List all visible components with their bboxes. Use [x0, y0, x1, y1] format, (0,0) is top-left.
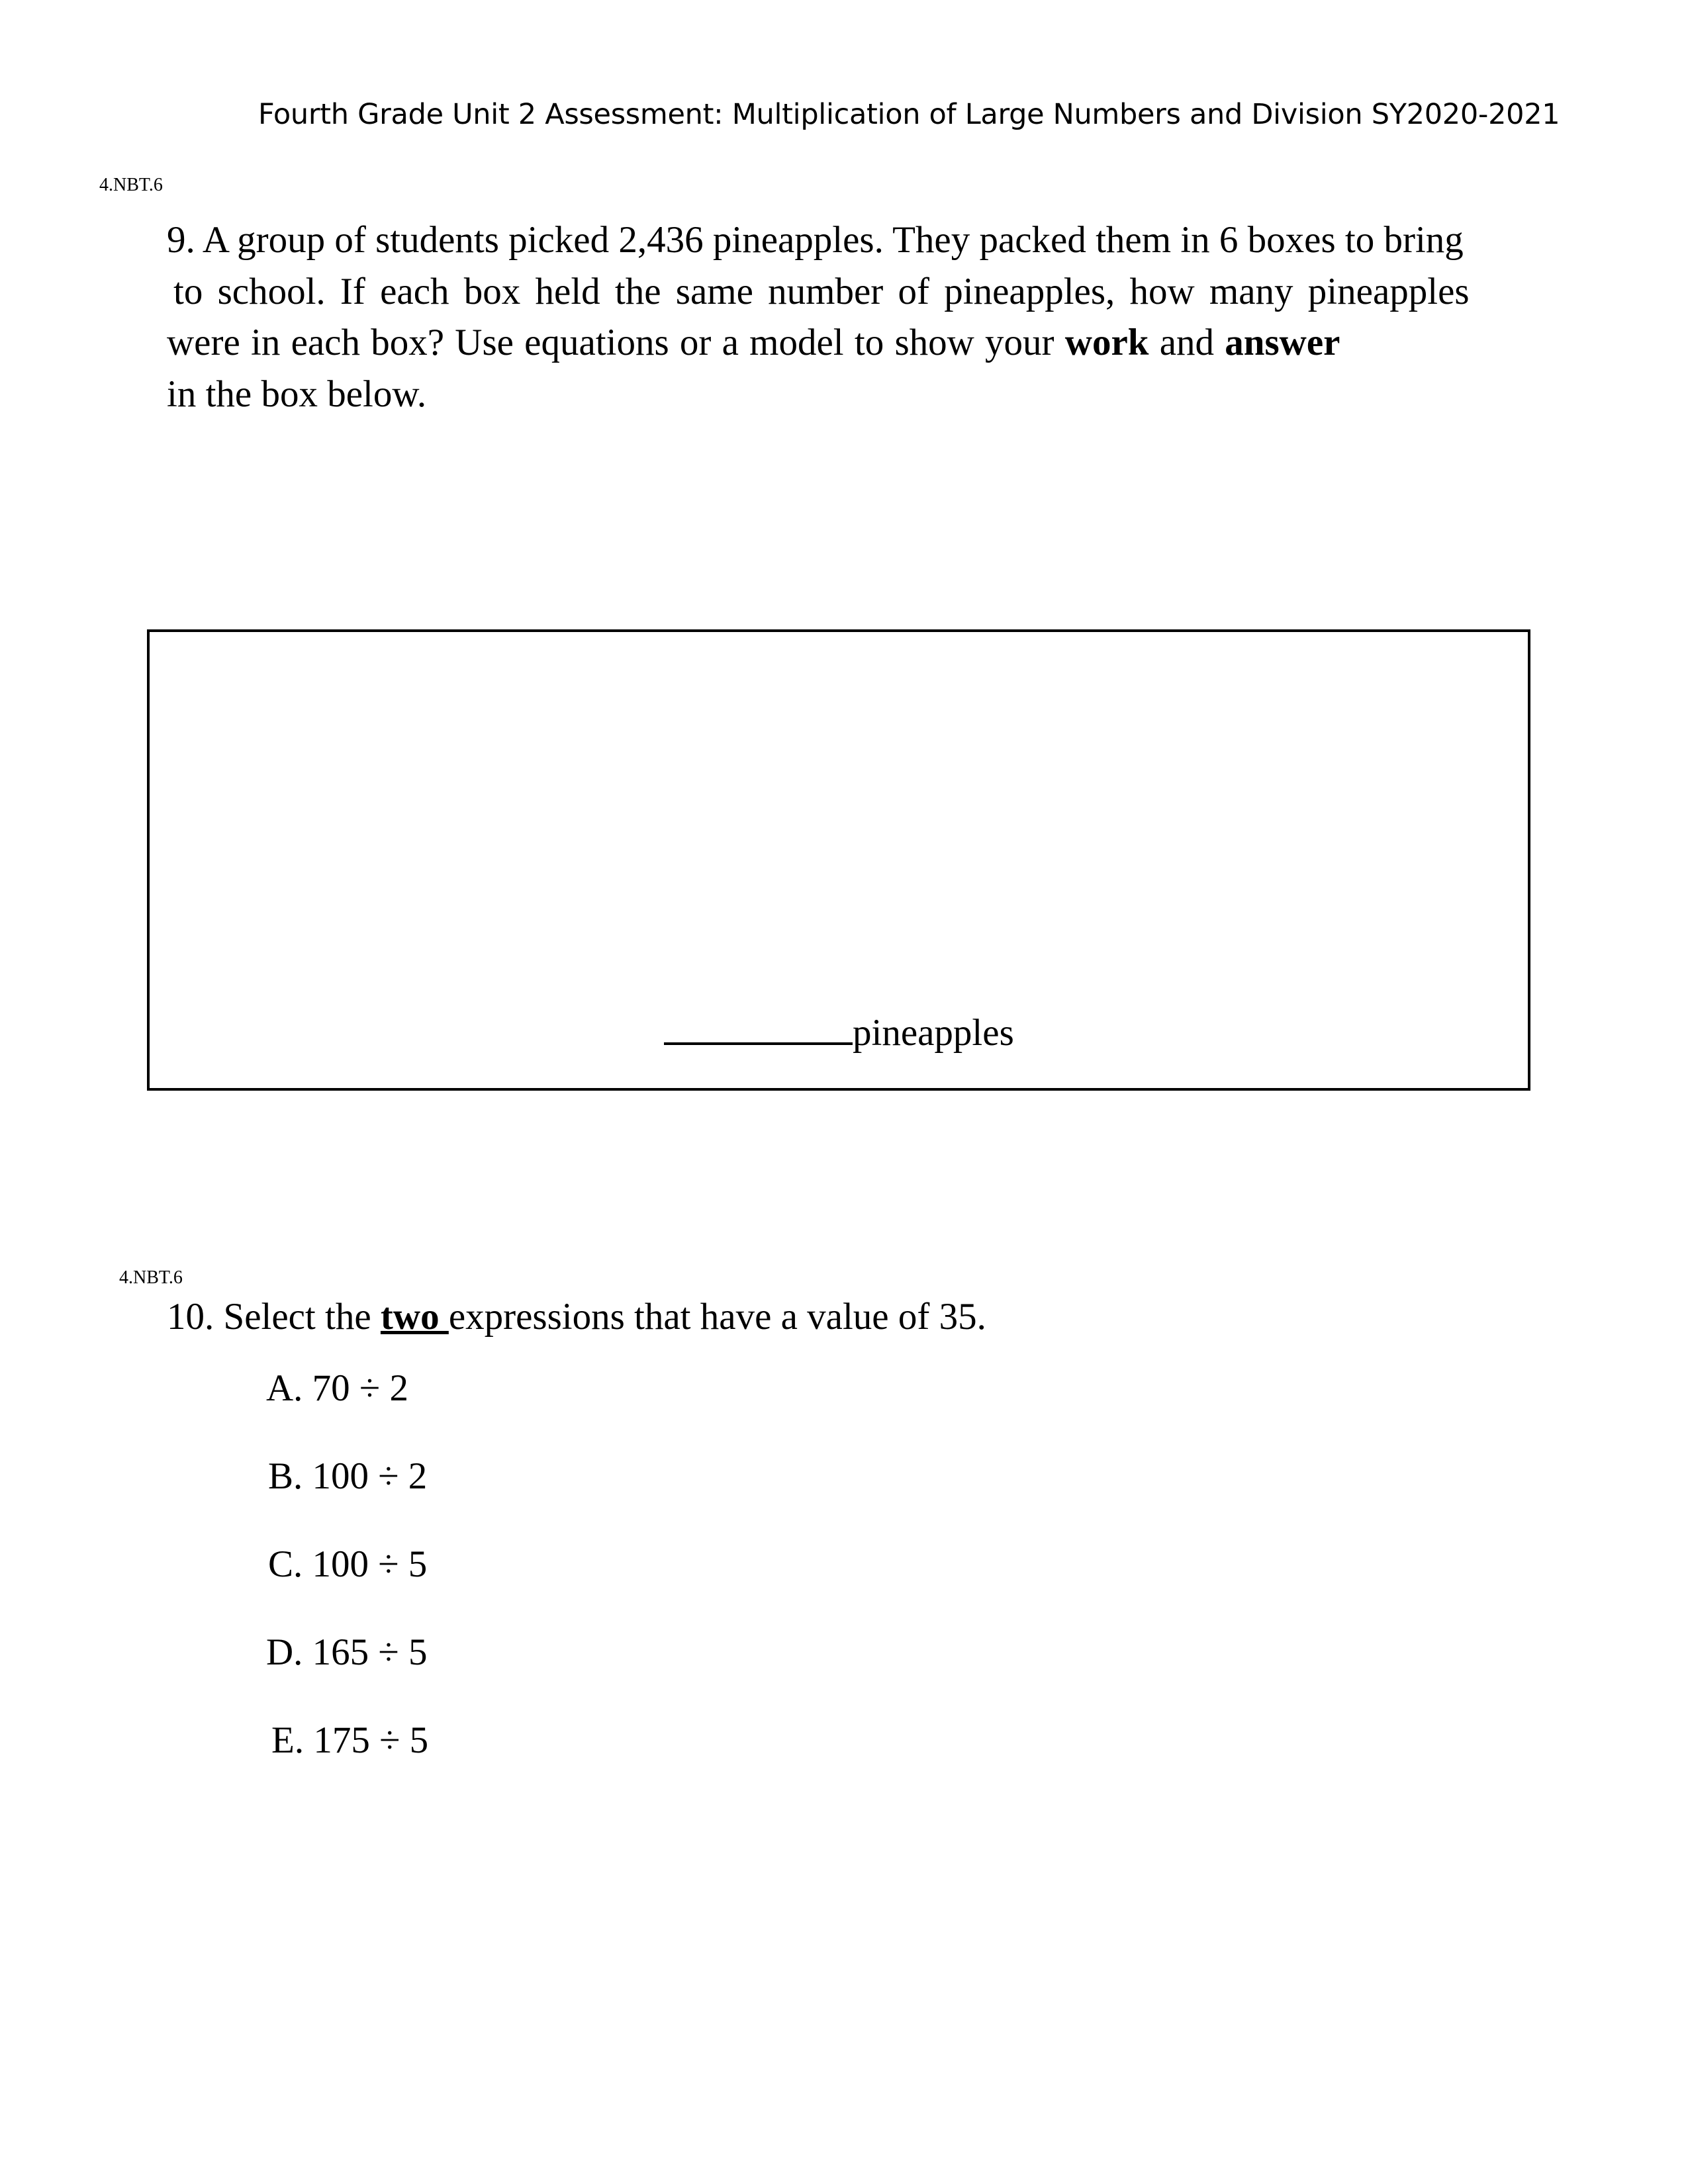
answer-unit-label: pineapples: [853, 1012, 1014, 1054]
question-9-text-line-4: in the box below.: [167, 373, 427, 415]
answer-option-b[interactable]: B. 100 ÷ 2: [268, 1455, 428, 1497]
answer-option-e[interactable]: E. 175 ÷ 5: [271, 1719, 429, 1761]
question-9-line-3-text-b: and: [1149, 322, 1225, 363]
question-9-line-3-text-a: were in each box? Use equations or a model to show your: [167, 322, 1065, 363]
answer-blank[interactable]: [664, 1009, 853, 1045]
answer-blank-line: [664, 1009, 1014, 1054]
answer-option-a[interactable]: A. 70 ÷ 2: [266, 1367, 408, 1409]
question-10-two-emphasis: two: [380, 1296, 449, 1338]
question-10-prompt-a: 10. Select the: [167, 1296, 381, 1338]
answer-option-c[interactable]: C. 100 ÷ 5: [268, 1543, 428, 1585]
page-header: Fourth Grade Unit 2 Assessment: Multiplication of Large Numbers and Division SY2020-2021: [258, 98, 1560, 131]
question-9-text-line-2: to school. If each box held the same number of pineapples, how many pineapples: [173, 271, 1470, 312]
question-10-prompt-b: expressions that have a value of 35.: [448, 1296, 986, 1338]
question-9-text-line-3: [167, 321, 1340, 364]
question-9-work-emphasis: work: [1064, 322, 1149, 363]
standard-label-q9: 4.NBT.6: [99, 175, 163, 195]
question-9-answer-emphasis: answer: [1225, 322, 1340, 363]
answer-option-d[interactable]: D. 165 ÷ 5: [266, 1631, 428, 1673]
standard-label-q10: 4.NBT.6: [119, 1267, 183, 1288]
question-9-text-line-1: 9. A group of students picked 2,436 pineapples. They packed them in 6 boxes to bring: [167, 219, 1464, 261]
question-10-prompt: [167, 1295, 986, 1338]
